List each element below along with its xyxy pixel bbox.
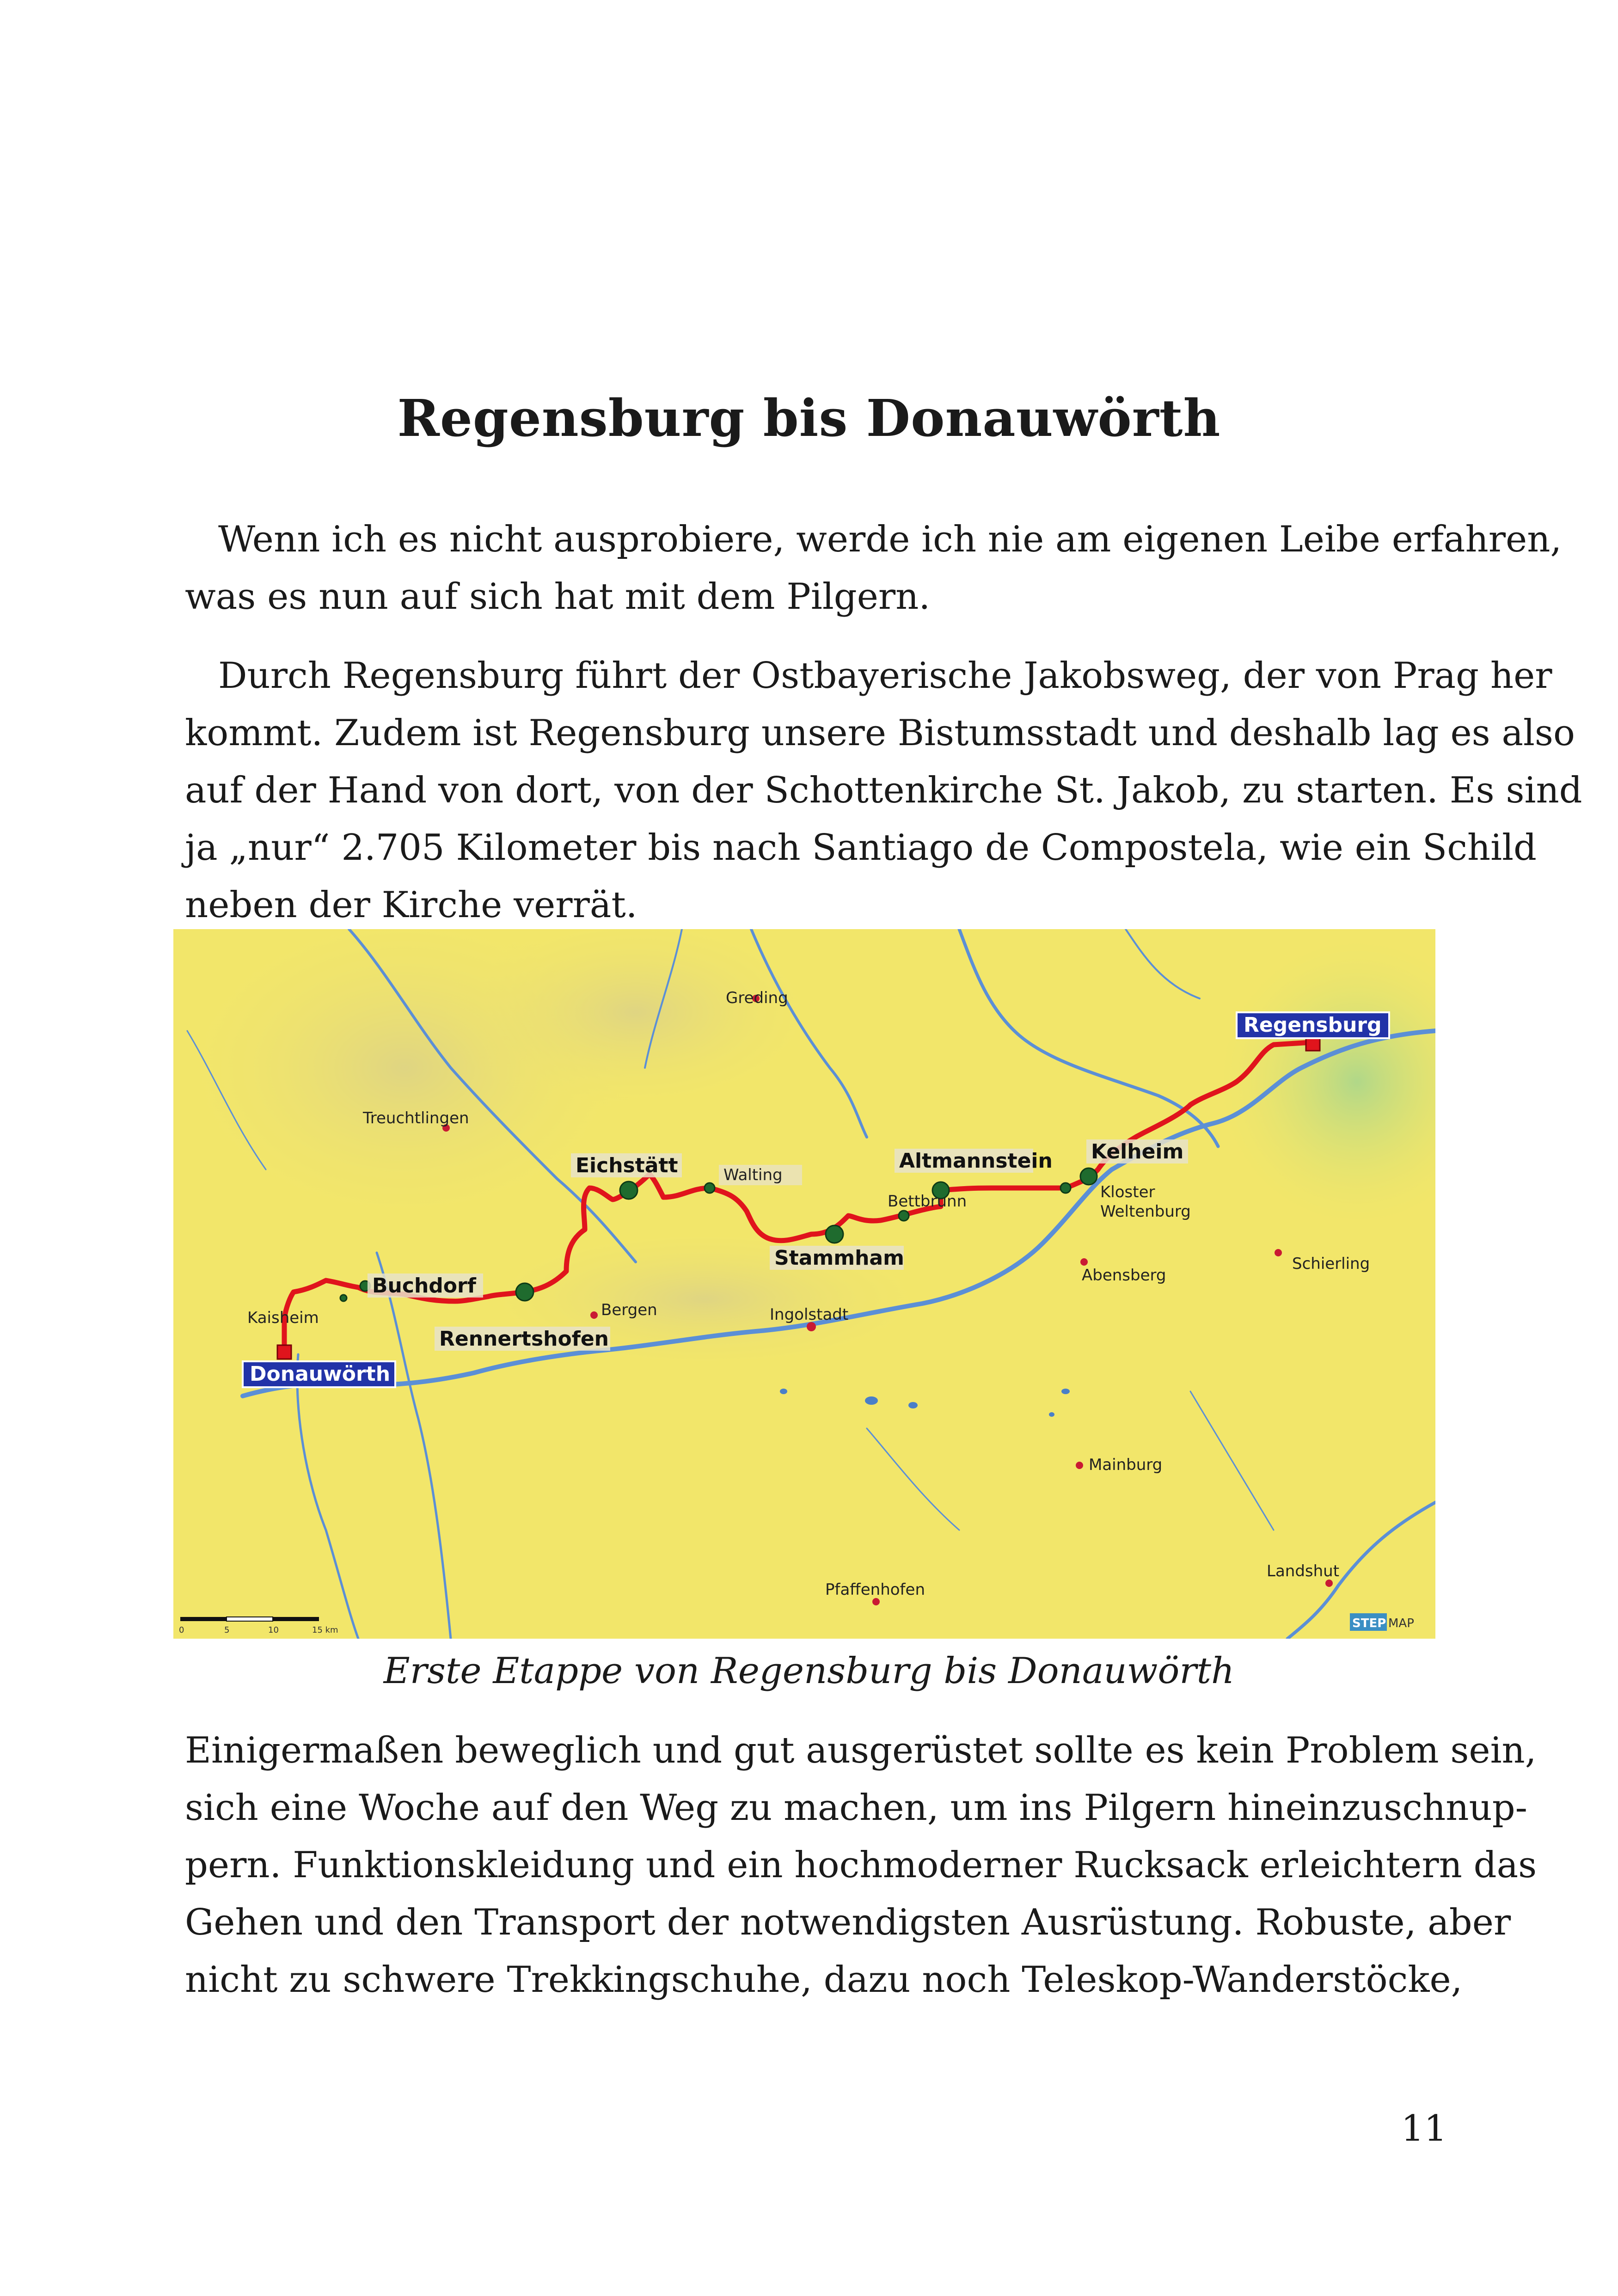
svg-text:MAP: MAP xyxy=(1388,1616,1414,1630)
paragraph-equipment xyxy=(185,1722,1537,2008)
paragraph-intro xyxy=(185,511,1562,625)
page-number: 11 xyxy=(1401,2108,1447,2149)
map-label-greding: Greding xyxy=(726,989,788,1007)
map-label-ingolstadt: Ingolstadt xyxy=(770,1305,849,1324)
text-line: was es nun auf sich hat mit dem Pilgern. xyxy=(185,576,931,618)
map-label-schierling: Schierling xyxy=(1292,1255,1370,1273)
scale-tick: 5 xyxy=(224,1625,230,1635)
start-marker xyxy=(277,1345,291,1359)
map-label-eichstaett: Eichstätt xyxy=(576,1154,678,1177)
svg-text:STEP: STEP xyxy=(1352,1616,1386,1630)
text-line: Wenn ich es nicht ausprobiere, werde ich nie am eigenen Leibe erfahren, xyxy=(218,519,1562,560)
scale-tick: 15 km xyxy=(312,1625,338,1635)
text-line: kommt. Zudem ist Regensburg unsere Bistumsstadt und deshalb lag es also xyxy=(185,712,1575,754)
map-label-buchdorf: Buchdorf xyxy=(372,1274,476,1298)
text-line: ja „nur“ 2.705 Kilometer bis nach Santiago de Compostela, wie ein Schild xyxy=(185,827,1537,869)
map-label-stammham: Stammham xyxy=(774,1246,904,1270)
text-line: sich eine Woche auf den Weg zu machen, um ins Pilgern hineinzuschnup- xyxy=(185,1787,1527,1829)
paragraph-regensburg xyxy=(185,647,1582,934)
map-label-donauwoerth: Donauwörth xyxy=(250,1362,391,1386)
map-label-kaisheim: Kaisheim xyxy=(247,1309,319,1327)
map-label-weltenburg: Weltenburg xyxy=(1100,1202,1191,1221)
chapter-title: Regensburg bis Donauwörth xyxy=(397,388,1221,448)
text-line: auf der Hand von dort, von der Schottenkirche St. Jakob, zu starten. Es sind xyxy=(185,770,1582,811)
map-label-altmannstein: Altmannstein xyxy=(899,1149,1053,1173)
map-label-walting: Walting xyxy=(723,1166,783,1184)
scale-tick: 0 xyxy=(179,1625,184,1635)
text-line: Durch Regensburg führt der Ostbayerische Jakobsweg, der von Prag her xyxy=(218,655,1552,697)
map-label-bergen: Bergen xyxy=(601,1301,657,1319)
map-label-treuchtlingen: Treuchtlingen xyxy=(363,1109,469,1127)
text-line: Gehen und den Transport der notwendigsten Ausrüstung. Robuste, aber xyxy=(185,1902,1511,1943)
map-label-bettbrunn: Bettbrunn xyxy=(888,1192,967,1211)
text-line: Einigermaßen beweglich und gut ausgerüstet sollte es kein Problem sein, xyxy=(185,1730,1537,1771)
map-label-mainburg: Mainburg xyxy=(1089,1456,1163,1474)
map-label-pfaffenhofen: Pfaffenhofen xyxy=(825,1580,925,1599)
text-line: nicht zu schwere Trekkingschuhe, dazu noch Teleskop-Wanderstöcke, xyxy=(185,1959,1463,2001)
map-label-kelheim: Kelheim xyxy=(1091,1140,1184,1163)
map-caption: Erste Etappe von Regensburg bis Donauwörth xyxy=(383,1650,1235,1692)
scale-tick: 10 xyxy=(268,1625,279,1635)
route-map xyxy=(173,929,1435,1639)
map-label-kloster: Kloster xyxy=(1100,1183,1155,1201)
map-label-regensburg: Regensburg xyxy=(1244,1013,1382,1037)
map-label-rennertshofen: Rennertshofen xyxy=(439,1327,609,1351)
text-line: neben der Kirche verrät. xyxy=(185,884,637,926)
text-line: pern. Funktionskleidung und ein hochmoderner Rucksack erleichtern das xyxy=(185,1844,1537,1886)
map-label-abensberg: Abensberg xyxy=(1082,1266,1166,1285)
map-label-landshut: Landshut xyxy=(1267,1562,1340,1580)
